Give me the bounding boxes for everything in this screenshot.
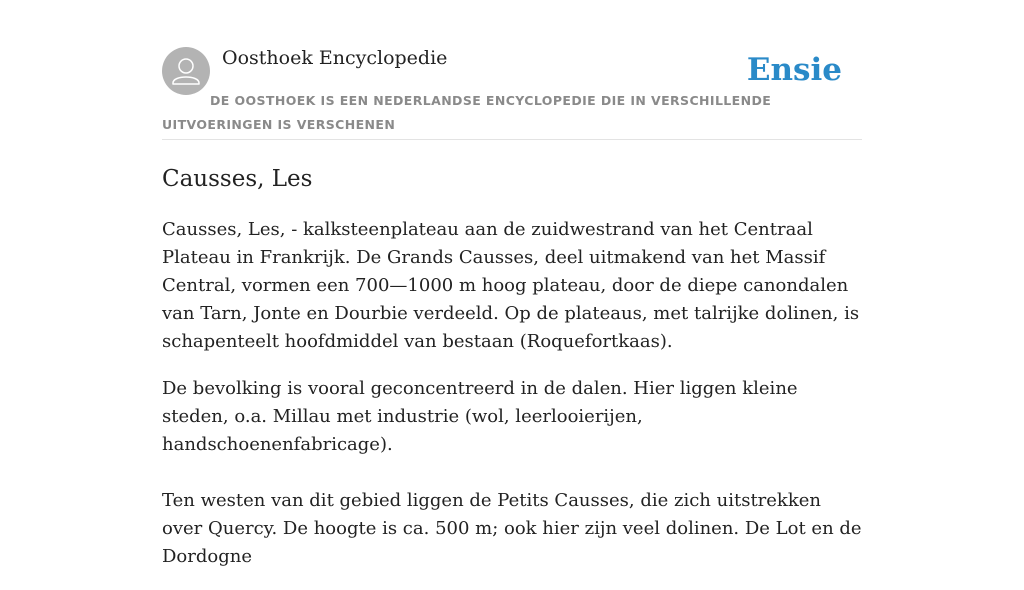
- article-title: Causses, Les: [162, 166, 313, 192]
- site-name[interactable]: Oosthoek Encyclopedie: [222, 47, 448, 69]
- article-paragraph: De bevolking is vooral geconcentreerd in de dalen. Hier liggen kleine steden, o.a. Millau met industrie (wol, leerlooierijen, handschoenenfabricage).: [162, 378, 798, 455]
- article-paragraph: Causses, Les, - kalksteenplateau aan de zuidwestrand van het Centraal Plateau in Frankrijk. De Grands Causses, deel uitmakend van het Massif Central, vormen een 700—1000 m hoog plateau, door de diepe canondalen van Tarn, Jonte en Dourbie verdeeld. Op de plateaus, met talrijke dolinen, is schapenteelt hoofdmiddel van bestaan (Roquefortkaas).: [162, 219, 860, 352]
- page-container: [162, 0, 862, 567]
- site-header: [162, 0, 862, 140]
- user-avatar-icon[interactable]: [162, 47, 210, 95]
- article-paragraph: Ten westen van dit gebied liggen de Petits Causses, die zich uitstrekken over Quercy. De hoogte is ca. 500 m; ook hier zijn veel dolinen. De Lot en de Dordogne: [162, 490, 862, 567]
- article-body: [162, 216, 862, 590]
- brand-logo[interactable]: Ensie: [746, 52, 842, 88]
- site-tagline: DE OOSTHOEK IS EEN NEDERLANDSE ENCYCLOPEDIE DIE IN VERSCHILLENDE UITVOERINGEN IS VERSCHENEN: [162, 93, 772, 132]
